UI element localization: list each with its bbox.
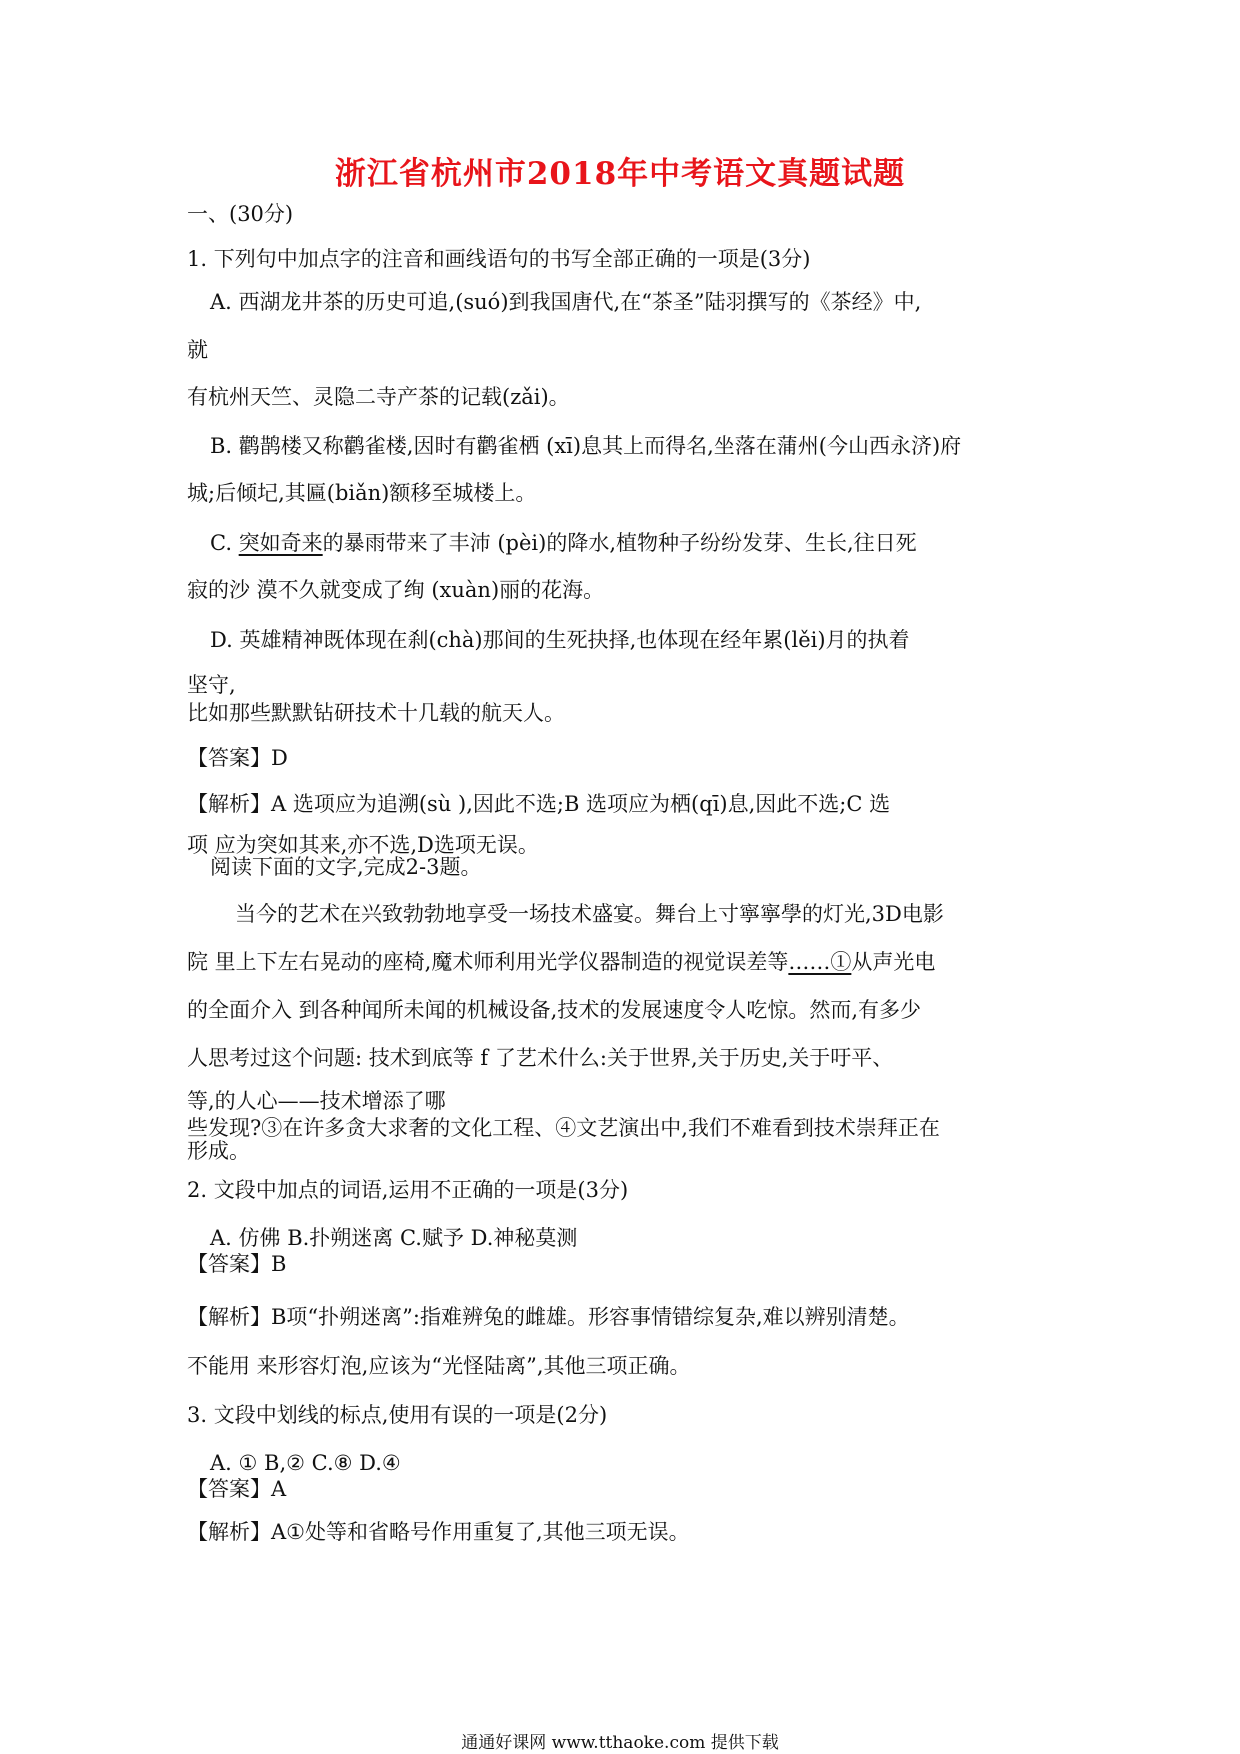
q1-option-a-line1: A. 西湖龙井茶的历史可追,(suó)到我国唐代,在“茶圣”陆羽撰写的《茶经》中, <box>210 290 922 314</box>
q2-analysis-line2: 不能用 来形容灯泡,应该为“光怪陆离”,其他三项正确。 <box>187 1354 691 1378</box>
section-heading: 一、(30分) <box>187 202 294 226</box>
passage-line1: 当今的艺术在兴致勃勃地享受一场技术盛宴。舞台上寸寧寧學的灯光,3D电影 <box>235 902 944 926</box>
passage-line2-a: 院 里上下左右晃动的座椅,魔术师利用光学仪器制造的视觉误差等 <box>187 950 789 974</box>
passage-line4: 人思考过这个问题: 技术到底等 f 了艺术什么:关于世界,关于历史,关于吁平、 <box>187 1046 894 1070</box>
q3-answer: 【答案】A <box>187 1477 287 1501</box>
q1-answer: 【答案】D <box>187 746 288 770</box>
passage-line2-b: 从声光电 <box>851 950 936 974</box>
q1-option-c-rest: 的暴雨带来了丰沛 (pèi)的降水,植物种子纷纷发芽、生长,往日死 <box>322 531 917 555</box>
underlined-punctuation: ……① <box>788 950 852 974</box>
q1-option-c-line1 <box>210 533 917 554</box>
q1-option-d-line1: D. 英雄精神既体现在刹(chà)那间的生死抉择,也体现在经年累(lěi)月的执着 <box>210 628 910 652</box>
q1-analysis-line1: 【解析】A 选项应为追溯(sù ),因此不选;B 选项应为栖(qī)息,因此不选;C 选 <box>187 792 891 816</box>
q1-stem: 1. 下列句中加点字的注音和画线语句的书写全部正确的一项是(3分) <box>187 247 811 271</box>
underlined-phrase: 突如奇来 <box>238 531 323 555</box>
q1-option-c-prefix: C. <box>210 531 239 555</box>
page-footer: 通通好课网 www.tthaoke.com 提供下载 <box>461 1733 779 1753</box>
passage-line5: 等,的人心——技术增添了哪 <box>187 1089 446 1113</box>
q2-analysis-line1: 【解析】B项“扑朔迷离”:指难辨兔的雌雄。形容事情错综复杂,难以辨别清楚。 <box>187 1305 910 1329</box>
q1-option-c-line2: 寂的沙 漠不久就变成了绚 (xuàn)丽的花海。 <box>187 578 605 602</box>
q1-option-d-line3: 比如那些默默钻研技术十几载的航天人。 <box>187 701 565 725</box>
q1-option-b-line2: 城;后倾圮,其匾(biǎn)额移至城楼上。 <box>187 481 537 505</box>
q1-option-a-line2: 就 <box>187 338 208 362</box>
passage-line2 <box>187 952 935 973</box>
q1-option-a-line3: 有杭州天竺、灵隐二寺产茶的记载(zǎi)。 <box>187 385 570 409</box>
q2-options: A. 仿佛 B.扑朔迷离 C.赋予 D.神秘莫测 <box>210 1226 578 1250</box>
passage-line7: 形成。 <box>187 1139 250 1163</box>
passage-line6: 些发现?③在许多贪大求奢的文化工程、④文艺演出中,我们不难看到技术崇拜正在 <box>187 1116 940 1140</box>
q1-option-b-line1: B. 鹳鹊楼又称鹳雀楼,因时有鹳雀栖 (xī)息其上而得名,坐落在蒲州(今山西永济)府 <box>210 434 962 458</box>
q3-options: A. ① B,② C.⑧ D.④ <box>210 1451 401 1475</box>
q2-stem: 2. 文段中加点的词语,运用不正确的一项是(3分) <box>187 1178 629 1202</box>
passage-intro: 阅读下面的文字,完成2-3题。 <box>210 855 482 879</box>
q1-option-d-line2: 坚守, <box>187 673 236 697</box>
q3-stem: 3. 文段中划线的标点,使用有误的一项是(2分) <box>187 1403 608 1427</box>
passage-line3: 的全面介入 到各种闻所未闻的机械设备,技术的发展速度令人吃惊。然而,有多少 <box>187 998 922 1022</box>
q1-analysis-line2: 项 应为突如其来,亦不选,D选项无误。 <box>187 833 539 857</box>
q3-analysis: 【解析】A①处等和省略号作用重复了,其他三项无误。 <box>187 1520 690 1544</box>
q2-answer: 【答案】B <box>187 1252 287 1276</box>
document-title: 浙江省杭州市2018年中考语文真题试题 <box>334 156 906 192</box>
